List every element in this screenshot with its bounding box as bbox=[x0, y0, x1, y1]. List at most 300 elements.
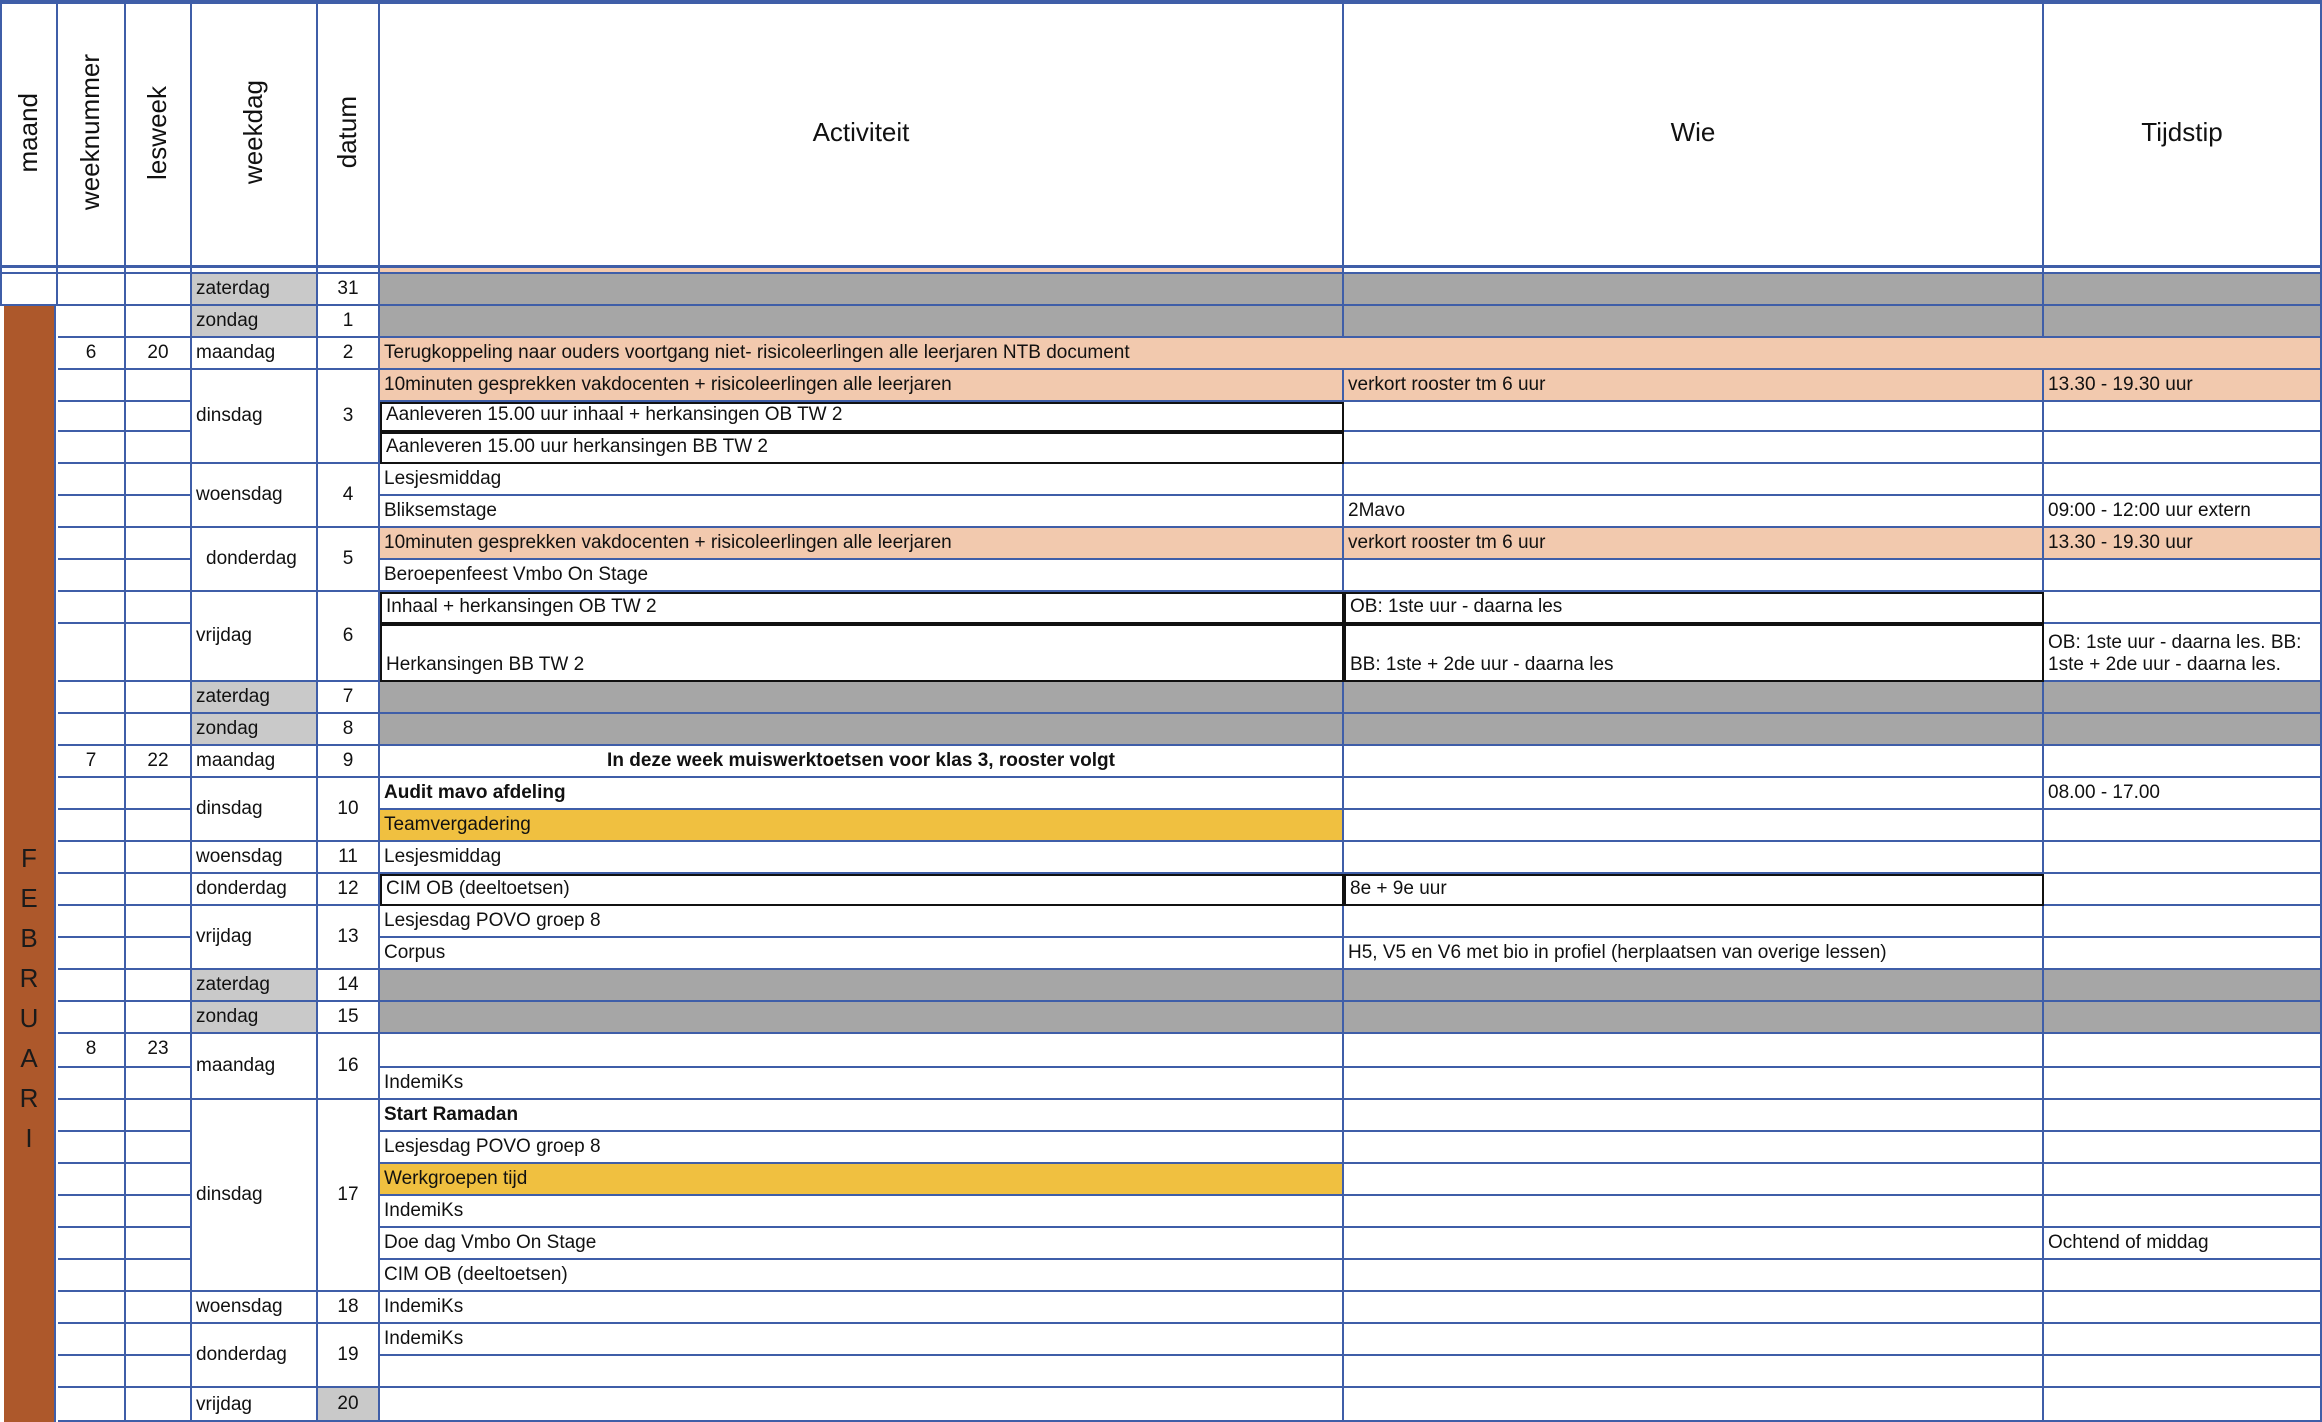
cell-lesweek[interactable] bbox=[126, 592, 192, 624]
header-lesweek[interactable] bbox=[126, 0, 192, 268]
cell-weeknummer[interactable] bbox=[58, 810, 126, 842]
weekday-cell[interactable] bbox=[192, 464, 318, 528]
weekday-text: zondag bbox=[196, 310, 259, 332]
month-letter: U bbox=[19, 1003, 39, 1033]
activity-cell[interactable] bbox=[380, 306, 1344, 338]
date-cell[interactable] bbox=[318, 778, 380, 842]
weekday-text: maandag bbox=[196, 750, 276, 772]
time-cell[interactable] bbox=[2044, 1002, 2322, 1034]
date-cell[interactable] bbox=[318, 746, 380, 778]
weekday-cell[interactable] bbox=[192, 1292, 318, 1324]
cell-weeknummer[interactable] bbox=[58, 682, 126, 714]
who-cell[interactable] bbox=[1344, 592, 2044, 624]
cell-lesweek[interactable] bbox=[126, 370, 192, 402]
header-activiteit[interactable] bbox=[380, 0, 1344, 268]
activity-cell[interactable] bbox=[380, 1002, 1344, 1034]
activity-cell[interactable] bbox=[380, 1228, 1344, 1260]
time-cell[interactable] bbox=[2044, 464, 2322, 496]
cell-weeknummer[interactable] bbox=[58, 778, 126, 810]
cell-lesweek[interactable] bbox=[126, 402, 192, 432]
who-cell[interactable] bbox=[1344, 560, 2044, 592]
cell-lesweek[interactable] bbox=[126, 1324, 192, 1356]
who-cell[interactable] bbox=[1344, 938, 2044, 970]
activity-cell[interactable] bbox=[380, 592, 1344, 624]
activity-text: CIM OB (deeltoetsen) bbox=[384, 1264, 568, 1286]
cell-weeknummer[interactable] bbox=[58, 842, 126, 874]
weekday-cell[interactable] bbox=[192, 970, 318, 1002]
time-cell[interactable] bbox=[2044, 810, 2322, 842]
activity-cell[interactable] bbox=[380, 970, 1344, 1002]
date-cell[interactable] bbox=[318, 714, 380, 746]
time-cell[interactable] bbox=[2044, 1196, 2322, 1228]
date-cell[interactable] bbox=[318, 370, 380, 464]
time-cell[interactable] bbox=[2044, 592, 2322, 624]
weekday-cell[interactable] bbox=[192, 874, 318, 906]
weeknumber-cell[interactable] bbox=[58, 1034, 126, 1068]
cell-weeknummer[interactable] bbox=[58, 496, 126, 528]
date-cell[interactable] bbox=[318, 1324, 380, 1388]
date-cell[interactable] bbox=[318, 906, 380, 970]
who-cell[interactable] bbox=[1344, 1228, 2044, 1260]
header-weeknummer[interactable] bbox=[58, 0, 126, 268]
who-cell[interactable] bbox=[1344, 370, 2044, 402]
month-letter: E bbox=[20, 883, 38, 913]
weekday-text: vrijdag bbox=[196, 926, 252, 948]
who-cell[interactable] bbox=[1344, 714, 2044, 746]
who-cell[interactable] bbox=[1344, 274, 2044, 306]
time-cell[interactable] bbox=[2044, 1388, 2322, 1422]
date-text: 19 bbox=[337, 1344, 359, 1366]
weekday-text: woensdag bbox=[196, 846, 283, 868]
time-text: 08.00 - 17.00 bbox=[2048, 782, 2160, 804]
activity-text: Lesjesdag POVO groep 8 bbox=[384, 1136, 601, 1158]
date-text: 6 bbox=[342, 625, 354, 647]
activity-cell[interactable] bbox=[380, 778, 1344, 810]
who-cell[interactable] bbox=[1344, 1260, 2044, 1292]
cell-weeknummer[interactable] bbox=[58, 1356, 126, 1388]
activity-text: Teamvergadering bbox=[384, 814, 531, 836]
activity-text: 10minuten gesprekken vakdocenten + risicoleerlingen alle leerjaren bbox=[384, 532, 952, 554]
date-text: 5 bbox=[342, 548, 354, 570]
time-cell[interactable] bbox=[2044, 528, 2322, 560]
weekday-cell[interactable] bbox=[192, 842, 318, 874]
activity-cell[interactable] bbox=[380, 682, 1344, 714]
who-cell[interactable] bbox=[1344, 496, 2044, 528]
date-cell[interactable] bbox=[318, 306, 380, 338]
activity-cell[interactable] bbox=[380, 1132, 1344, 1164]
date-cell[interactable] bbox=[318, 1100, 380, 1292]
weekday-cell[interactable] bbox=[192, 682, 318, 714]
who-cell[interactable] bbox=[1344, 1388, 2044, 1422]
date-cell[interactable] bbox=[318, 1002, 380, 1034]
who-cell[interactable] bbox=[1344, 1292, 2044, 1324]
date-cell[interactable] bbox=[318, 842, 380, 874]
cell-lesweek[interactable] bbox=[126, 1196, 192, 1228]
time-cell[interactable] bbox=[2044, 370, 2322, 402]
weekday-text: dinsdag bbox=[196, 798, 263, 820]
activity-cell[interactable] bbox=[380, 1292, 1344, 1324]
who-cell[interactable] bbox=[1344, 906, 2044, 938]
date-cell[interactable] bbox=[318, 682, 380, 714]
weekday-cell[interactable] bbox=[192, 306, 318, 338]
cell-weeknummer[interactable] bbox=[58, 874, 126, 906]
cell-lesweek[interactable] bbox=[126, 938, 192, 970]
header-weeknummer-label: weeknummer bbox=[75, 54, 106, 211]
weekday-cell[interactable] bbox=[192, 746, 318, 778]
who-cell[interactable] bbox=[1344, 1356, 2044, 1388]
time-cell[interactable] bbox=[2044, 1324, 2322, 1356]
activity-cell[interactable] bbox=[380, 1324, 1344, 1356]
time-cell[interactable] bbox=[2044, 1068, 2322, 1100]
activity-cell[interactable] bbox=[380, 1100, 1344, 1132]
who-text: verkort rooster tm 6 uur bbox=[1348, 374, 1546, 396]
lesweek-text: 20 bbox=[147, 342, 169, 363]
activity-cell[interactable] bbox=[380, 1068, 1344, 1100]
activity-cell[interactable] bbox=[380, 370, 1344, 402]
activity-text: Herkansingen BB TW 2 bbox=[386, 654, 585, 676]
weekday-cell[interactable] bbox=[192, 906, 318, 970]
activity-cell[interactable] bbox=[380, 1260, 1344, 1292]
time-cell[interactable] bbox=[2044, 1356, 2322, 1388]
weekday-cell[interactable] bbox=[192, 1100, 318, 1292]
cell-weeknummer[interactable] bbox=[58, 370, 126, 402]
activity-cell[interactable] bbox=[380, 560, 1344, 592]
time-cell[interactable] bbox=[2044, 906, 2322, 938]
time-cell[interactable] bbox=[2044, 432, 2322, 464]
activity-cell[interactable] bbox=[380, 906, 1344, 938]
lesweek-cell[interactable] bbox=[126, 746, 192, 778]
cell-weeknummer[interactable] bbox=[58, 1100, 126, 1132]
time-text: 09:00 - 12:00 uur extern bbox=[2048, 500, 2251, 522]
cell-weeknummer[interactable] bbox=[58, 906, 126, 938]
cell-lesweek[interactable] bbox=[126, 1388, 192, 1422]
date-cell[interactable] bbox=[318, 1388, 380, 1422]
weekday-text: donderdag bbox=[196, 1344, 287, 1366]
activity-cell[interactable] bbox=[380, 874, 1344, 906]
time-cell[interactable] bbox=[2044, 1260, 2322, 1292]
weekday-text: maandag bbox=[196, 342, 276, 364]
cell-weeknummer[interactable] bbox=[58, 1228, 126, 1260]
date-cell[interactable] bbox=[318, 970, 380, 1002]
who-cell[interactable] bbox=[1344, 624, 2044, 682]
cell-lesweek[interactable] bbox=[126, 1356, 192, 1388]
month-band-februari bbox=[4, 306, 56, 1422]
activity-text: Werkgroepen tijd bbox=[384, 1168, 528, 1190]
who-cell[interactable] bbox=[1344, 1068, 2044, 1100]
cell-weeknummer[interactable] bbox=[58, 1132, 126, 1164]
cell-lesweek[interactable] bbox=[126, 714, 192, 746]
cell-lesweek[interactable] bbox=[126, 906, 192, 938]
who-text: 2Mavo bbox=[1348, 500, 1406, 522]
weekday-text: donderdag bbox=[196, 878, 287, 900]
date-cell[interactable] bbox=[318, 274, 380, 306]
time-cell[interactable] bbox=[2044, 682, 2322, 714]
cell-lesweek[interactable] bbox=[126, 778, 192, 810]
weekday-cell[interactable] bbox=[192, 338, 318, 370]
activity-cell[interactable] bbox=[380, 528, 1344, 560]
activity-text: Lesjesmiddag bbox=[384, 846, 502, 868]
cell-weeknummer[interactable] bbox=[58, 560, 126, 592]
activity-cell[interactable] bbox=[380, 842, 1344, 874]
cell-lesweek[interactable] bbox=[126, 528, 192, 560]
header-activiteit-label: Activiteit bbox=[812, 116, 910, 147]
activity-cell[interactable] bbox=[380, 338, 2322, 370]
who-cell[interactable] bbox=[1344, 874, 2044, 906]
lesweek-cell[interactable] bbox=[126, 338, 192, 370]
activity-cell[interactable] bbox=[380, 746, 1344, 778]
who-cell[interactable] bbox=[1344, 1034, 2044, 1068]
weekday-text: dinsdag bbox=[196, 1184, 263, 1206]
cell-lesweek[interactable] bbox=[126, 1292, 192, 1324]
who-cell[interactable] bbox=[1344, 464, 2044, 496]
time-cell[interactable] bbox=[2044, 402, 2322, 432]
who-cell[interactable] bbox=[1344, 1196, 2044, 1228]
cell-weeknummer[interactable] bbox=[58, 714, 126, 746]
cell-lesweek[interactable] bbox=[126, 1002, 192, 1034]
date-text: 10 bbox=[337, 798, 359, 820]
who-cell[interactable] bbox=[1344, 306, 2044, 338]
activity-text: Inhaal + herkansingen OB TW 2 bbox=[386, 596, 657, 618]
lesweek-cell[interactable] bbox=[126, 1034, 192, 1068]
weekday-cell[interactable] bbox=[192, 370, 318, 464]
cell-lesweek[interactable] bbox=[126, 810, 192, 842]
who-cell[interactable] bbox=[1344, 1132, 2044, 1164]
cell-weeknummer[interactable] bbox=[58, 1002, 126, 1034]
date-text: 2 bbox=[342, 342, 354, 364]
activity-cell[interactable] bbox=[380, 402, 1344, 432]
activity-cell[interactable] bbox=[380, 1196, 1344, 1228]
activity-cell[interactable] bbox=[380, 938, 1344, 970]
activity-cell[interactable] bbox=[380, 624, 1344, 682]
date-cell[interactable] bbox=[318, 592, 380, 682]
weekday-cell[interactable] bbox=[192, 1388, 318, 1422]
activity-text: Lesjesmiddag bbox=[384, 468, 502, 490]
time-cell[interactable] bbox=[2044, 1292, 2322, 1324]
time-cell[interactable] bbox=[2044, 624, 2322, 682]
weekday-cell[interactable] bbox=[192, 1324, 318, 1388]
activity-text: Corpus bbox=[384, 942, 446, 964]
time-cell[interactable] bbox=[2044, 714, 2322, 746]
cell-lesweek[interactable] bbox=[126, 560, 192, 592]
header-wie[interactable] bbox=[1344, 0, 2044, 268]
activity-cell[interactable] bbox=[380, 1034, 1344, 1068]
month-letter: A bbox=[20, 1043, 38, 1073]
who-cell[interactable] bbox=[1344, 528, 2044, 560]
weekday-text: zondag bbox=[196, 718, 259, 740]
activity-cell[interactable] bbox=[380, 714, 1344, 746]
cell-weeknummer[interactable] bbox=[58, 624, 126, 682]
weeknumber-cell[interactable] bbox=[58, 338, 126, 370]
weekday-cell[interactable] bbox=[192, 528, 318, 592]
date-text: 1 bbox=[342, 310, 354, 332]
weekday-text: woensdag bbox=[196, 1296, 283, 1318]
cell-maand-empty[interactable] bbox=[0, 274, 58, 306]
cell-lesweek[interactable] bbox=[126, 1100, 192, 1132]
cell-lesweek[interactable] bbox=[126, 496, 192, 528]
cell-weeknummer[interactable] bbox=[58, 432, 126, 464]
header-tijdstip[interactable] bbox=[2044, 0, 2322, 268]
date-text: 14 bbox=[337, 974, 359, 996]
time-cell[interactable] bbox=[2044, 970, 2322, 1002]
cell-weeknummer[interactable] bbox=[58, 1388, 126, 1422]
weekday-cell[interactable] bbox=[192, 778, 318, 842]
time-cell[interactable] bbox=[2044, 1132, 2322, 1164]
who-cell[interactable] bbox=[1344, 682, 2044, 714]
date-text: 11 bbox=[338, 846, 358, 868]
cell-lesweek[interactable] bbox=[126, 682, 192, 714]
activity-cell[interactable] bbox=[380, 810, 1344, 842]
cell-lesweek[interactable] bbox=[126, 970, 192, 1002]
month-letter: R bbox=[19, 1083, 39, 1113]
weekday-cell[interactable] bbox=[192, 714, 318, 746]
date-text: 15 bbox=[337, 1006, 359, 1028]
activity-text: Aanleveren 15.00 uur inhaal + herkansingen OB TW 2 bbox=[386, 404, 843, 426]
time-cell[interactable] bbox=[2044, 938, 2322, 970]
weekday-text: donderdag bbox=[206, 548, 297, 570]
time-cell[interactable] bbox=[2044, 874, 2322, 906]
header-wie-label: Wie bbox=[1670, 116, 1716, 147]
weekday-text: woensdag bbox=[196, 484, 283, 506]
cell-lesweek[interactable] bbox=[126, 1164, 192, 1196]
cell-lesweek[interactable] bbox=[126, 1228, 192, 1260]
who-cell[interactable] bbox=[1344, 432, 2044, 464]
cell-weeknummer[interactable] bbox=[58, 938, 126, 970]
time-cell[interactable] bbox=[2044, 842, 2322, 874]
month-letter: R bbox=[19, 963, 39, 993]
time-text: 13.30 - 19.30 uur bbox=[2048, 532, 2193, 554]
time-cell[interactable] bbox=[2044, 746, 2322, 778]
who-cell[interactable] bbox=[1344, 778, 2044, 810]
activity-text: 10minuten gesprekken vakdocenten + risicoleerlingen alle leerjaren bbox=[384, 374, 952, 396]
header-tijdstip-label: Tijdstip bbox=[2141, 116, 2223, 147]
header-maand[interactable] bbox=[0, 0, 58, 268]
date-text: 4 bbox=[342, 484, 354, 506]
cell-weeknummer[interactable] bbox=[58, 528, 126, 560]
cell-lesweek[interactable] bbox=[126, 1068, 192, 1100]
cell-weeknummer[interactable] bbox=[58, 970, 126, 1002]
cell-lesweek[interactable] bbox=[126, 432, 192, 464]
who-cell[interactable] bbox=[1344, 842, 2044, 874]
weekday-cell[interactable] bbox=[192, 1034, 318, 1100]
activity-cell[interactable] bbox=[380, 1164, 1344, 1196]
cell-weeknummer[interactable] bbox=[58, 1324, 126, 1356]
header-datum-label: datum bbox=[332, 96, 363, 169]
date-cell[interactable] bbox=[318, 874, 380, 906]
weeknumber-text: 7 bbox=[85, 750, 97, 771]
activity-text: IndemiKs bbox=[384, 1328, 464, 1350]
cell-weeknummer[interactable] bbox=[58, 464, 126, 496]
cell-lesweek[interactable] bbox=[126, 464, 192, 496]
date-text: 13 bbox=[337, 926, 359, 948]
cell-weeknummer[interactable] bbox=[58, 1068, 126, 1100]
cell-weeknummer[interactable] bbox=[58, 1292, 126, 1324]
who-cell[interactable] bbox=[1344, 970, 2044, 1002]
who-text: OB: 1ste uur - daarna les bbox=[1350, 596, 1563, 618]
cell-lesweek[interactable] bbox=[126, 874, 192, 906]
cell-lesweek[interactable] bbox=[126, 842, 192, 874]
who-text: 8e + 9e uur bbox=[1350, 878, 1447, 900]
cell-lesweek[interactable] bbox=[126, 624, 192, 682]
time-text: OB: 1ste uur - daarna les. BB: 1ste + 2de uur - daarna les. bbox=[2048, 632, 2302, 676]
time-cell[interactable] bbox=[2044, 1034, 2322, 1068]
who-text: verkort rooster tm 6 uur bbox=[1348, 532, 1546, 554]
cell-weeknummer[interactable] bbox=[58, 1196, 126, 1228]
weekday-cell[interactable] bbox=[192, 592, 318, 682]
date-cell[interactable] bbox=[318, 528, 380, 592]
weeknumber-text: 6 bbox=[85, 342, 97, 363]
date-text: 7 bbox=[342, 686, 354, 708]
date-text: 18 bbox=[337, 1296, 359, 1318]
lesweek-text: 22 bbox=[147, 750, 169, 771]
who-cell[interactable] bbox=[1344, 1164, 2044, 1196]
header-weekdag[interactable] bbox=[192, 0, 318, 268]
who-cell[interactable] bbox=[1344, 810, 2044, 842]
time-cell[interactable] bbox=[2044, 496, 2322, 528]
cell-weeknummer[interactable] bbox=[58, 1260, 126, 1292]
cell-weeknummer[interactable] bbox=[58, 592, 126, 624]
cell-weeknummer[interactable] bbox=[58, 1164, 126, 1196]
cell-lesweek[interactable] bbox=[126, 274, 192, 306]
who-cell[interactable] bbox=[1344, 1324, 2044, 1356]
activity-cell[interactable] bbox=[380, 1356, 1344, 1388]
weekday-cell[interactable] bbox=[192, 274, 318, 306]
cell-weeknummer[interactable] bbox=[58, 306, 126, 338]
time-cell[interactable] bbox=[2044, 778, 2322, 810]
activity-text: Terugkoppeling naar ouders voortgang niet- risicoleerlingen alle leerjaren NTB document bbox=[384, 342, 1130, 364]
lesweek-text: 23 bbox=[147, 1038, 169, 1059]
date-cell[interactable] bbox=[318, 1034, 380, 1100]
activity-cell[interactable] bbox=[380, 274, 1344, 306]
date-text: 9 bbox=[342, 750, 354, 772]
weekday-text: zaterdag bbox=[196, 278, 270, 300]
time-cell[interactable] bbox=[2044, 306, 2322, 338]
activity-cell[interactable] bbox=[380, 496, 1344, 528]
time-cell[interactable] bbox=[2044, 1228, 2322, 1260]
time-cell[interactable] bbox=[2044, 1100, 2322, 1132]
cell-lesweek[interactable] bbox=[126, 306, 192, 338]
cell-lesweek[interactable] bbox=[126, 1132, 192, 1164]
who-cell[interactable] bbox=[1344, 1002, 2044, 1034]
date-text: 31 bbox=[337, 278, 359, 300]
who-cell[interactable] bbox=[1344, 746, 2044, 778]
time-cell[interactable] bbox=[2044, 1164, 2322, 1196]
time-cell[interactable] bbox=[2044, 274, 2322, 306]
header-datum[interactable] bbox=[318, 0, 380, 268]
date-cell[interactable] bbox=[318, 1292, 380, 1324]
activity-text: Lesjesdag POVO groep 8 bbox=[384, 910, 601, 932]
activity-text: Audit mavo afdeling bbox=[384, 782, 566, 804]
weekday-text: maandag bbox=[196, 1055, 276, 1077]
activity-text: IndemiKs bbox=[384, 1296, 464, 1318]
activity-cell[interactable] bbox=[380, 464, 1344, 496]
date-cell[interactable] bbox=[318, 338, 380, 370]
date-cell[interactable] bbox=[318, 464, 380, 528]
cell-weeknummer[interactable] bbox=[58, 402, 126, 432]
time-cell[interactable] bbox=[2044, 560, 2322, 592]
activity-cell[interactable] bbox=[380, 432, 1344, 464]
weekday-text: dinsdag bbox=[196, 405, 263, 427]
month-letter: I bbox=[25, 1123, 33, 1153]
who-cell[interactable] bbox=[1344, 402, 2044, 432]
month-letter: B bbox=[20, 923, 38, 953]
activity-cell[interactable] bbox=[380, 1388, 1344, 1422]
weekday-cell[interactable] bbox=[192, 1002, 318, 1034]
cell-lesweek[interactable] bbox=[126, 1260, 192, 1292]
cell-weeknummer[interactable] bbox=[58, 274, 126, 306]
weeknumber-cell[interactable] bbox=[58, 746, 126, 778]
who-cell[interactable] bbox=[1344, 1100, 2044, 1132]
date-text: 3 bbox=[342, 405, 354, 427]
